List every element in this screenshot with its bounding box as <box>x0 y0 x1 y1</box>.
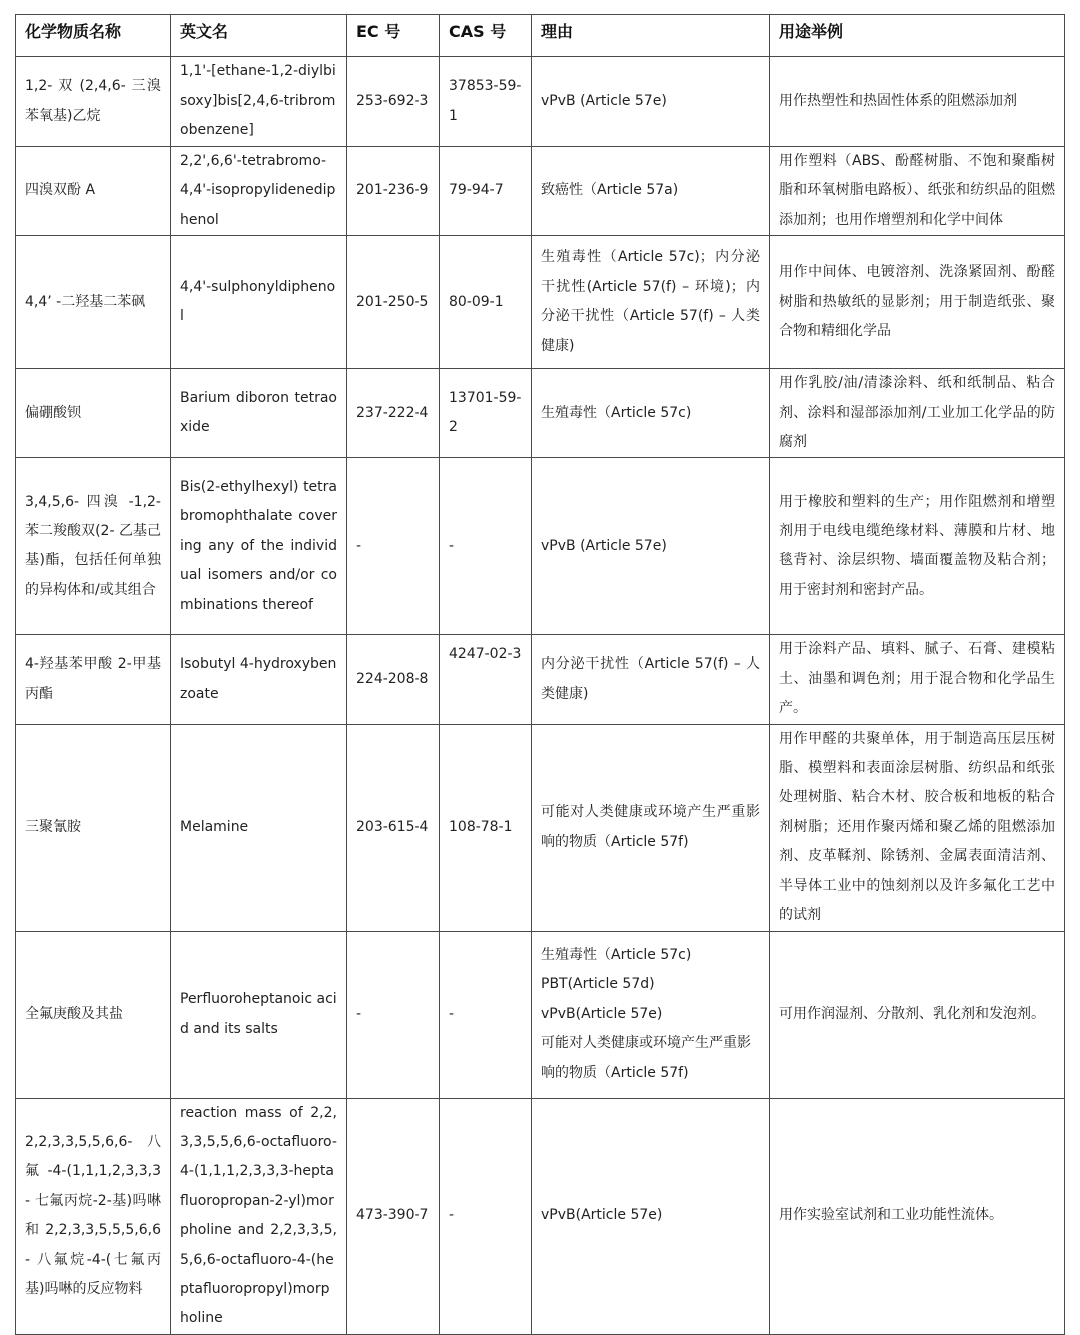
cell-cas: 108-78-1 <box>440 724 532 931</box>
table-row <box>16 931 1065 1098</box>
cell-reason <box>532 931 770 1098</box>
header-reason: 理由 <box>532 15 770 57</box>
cell-reason <box>532 1098 770 1334</box>
cell-use: 用作热塑性和热固性体系的阻燃添加剂 <box>770 57 1065 147</box>
table-row <box>16 635 1065 724</box>
reason-line: 生殖毒性（Article 57c) <box>541 946 692 963</box>
header-cas-number: CAS 号 <box>440 15 532 57</box>
cell-name-en: 1,1'-[ethane-1,2-diylbisoxy]bis[2,4,6-tribromobenzene] <box>171 57 347 147</box>
header-english-name: 英文名 <box>171 15 347 57</box>
cell-name-cn: 偏硼酸钡 <box>16 369 171 458</box>
reason-line: 可能对人类健康或环境产生严重影响的物质（Article 57f) <box>541 804 760 850</box>
cell-name-cn: 4,4’ -二羟基二苯砜 <box>16 236 171 369</box>
table-row <box>16 236 1065 369</box>
cell-ec: 201-250-5 <box>347 236 440 369</box>
table-row <box>16 458 1065 635</box>
cell-ec: 473-390-7 <box>347 1098 440 1334</box>
cell-use: 用于涂料产品、填料、腻子、石膏、建模粘土、油墨和调色剂；用于混合物和化学品生产。 <box>770 635 1065 724</box>
reason-line: 可能对人类健康或环境产生严重影响的物质（Article 57f) <box>541 1035 751 1081</box>
cell-name-en: Melamine <box>171 724 347 931</box>
table-header-row <box>16 15 1065 57</box>
cell-cas: 37853-59-1 <box>440 57 532 147</box>
cell-ec: 237-222-4 <box>347 369 440 458</box>
cell-reason <box>532 57 770 147</box>
cell-name-en: reaction mass of 2,2,3,3,5,5,6,6-octafluoro-4-(1,1,1,2,3,3,3-heptafluoropropan-2-yl)morpholine and 2,2,3,3,5,5,6,6-octafluoro-4-(heptafluoropropyl)morpholine <box>171 1098 347 1334</box>
header-use-examples: 用途举例 <box>770 15 1065 57</box>
reason-line: 生殖毒性（Article 57c) <box>541 404 692 421</box>
cell-ec: - <box>347 458 440 635</box>
cell-name-en: 2,2',6,6'-tetrabromo-4,4'-isopropylidenediphenol <box>171 147 347 236</box>
cell-ec: 253-692-3 <box>347 57 440 147</box>
cell-cas: - <box>440 458 532 635</box>
cell-name-cn: 1,2- 双 (2,4,6- 三溴苯氧基)乙烷 <box>16 57 171 147</box>
cell-use: 用作乳胶/油/清漆涂料、纸和纸制品、粘合剂、涂料和湿部添加剂/工业加工化学品的防腐剂 <box>770 369 1065 458</box>
cell-name-cn: 全氟庚酸及其盐 <box>16 931 171 1098</box>
cell-use: 可用作润湿剂、分散剂、乳化剂和发泡剂。 <box>770 931 1065 1098</box>
reason-line: 生殖毒性（Article 57c)；内分泌干扰性(Article 57(f) – 环境)；内分泌干扰性（Article 57(f) – 人类健康) <box>541 249 760 354</box>
cell-name-cn: 4-羟基苯甲酸 2-甲基丙酯 <box>16 635 171 724</box>
reason-line: vPvB (Article 57e) <box>541 537 667 554</box>
cell-name-cn: 2,2,3,3,5,5,6,6- 八氟 -4-(1,1,1,2,3,3,3- 七氟丙烷-2-基)吗啉和 2,2,3,3,5,5,5,6,6- 八氟烷-4-(七氟丙基)吗啉的反应物料 <box>16 1098 171 1334</box>
cell-use: 用于橡胶和塑料的生产；用作阻燃剂和增塑剂用于电线电缆绝缘材料、薄膜和片材、地毯背衬、涂层织物、墙面覆盖物及粘合剂；用于密封剂和密封产品。 <box>770 458 1065 635</box>
cell-ec: 201-236-9 <box>347 147 440 236</box>
cell-use: 用作塑料（ABS、酚醛树脂、不饱和聚酯树脂和环氧树脂电路板）、纸张和纺织品的阻燃添加剂；也用作增塑剂和化学中间体 <box>770 147 1065 236</box>
cell-reason <box>532 635 770 724</box>
cell-use: 用作甲醛的共聚单体，用于制造高压层压树脂、模塑料和表面涂层树脂、纺织品和纸张处理树脂、粘合木材、胶合板和地板的粘合剂树脂；还用作聚丙烯和聚乙烯的阻燃添加剂、皮革鞣剂、除锈剂、金属表面清洁剂、半导体工业中的蚀刻剂以及许多氟化工艺中的试剂 <box>770 724 1065 931</box>
cell-cas: - <box>440 931 532 1098</box>
cell-cas: - <box>440 1098 532 1334</box>
document-page <box>15 14 1064 1335</box>
reason-line: vPvB (Article 57e) <box>541 92 667 109</box>
cell-reason <box>532 236 770 369</box>
cell-cas: 80-09-1 <box>440 236 532 369</box>
cell-ec: 203-615-4 <box>347 724 440 931</box>
header-chemical-name-cn: 化学物质名称 <box>16 15 171 57</box>
reason-line: vPvB(Article 57e) <box>541 1005 663 1022</box>
cell-use: 用作中间体、电镀溶剂、洗涤紧固剂、酚醛树脂和热敏纸的显影剂；用于制造纸张、聚合物和精细化学品 <box>770 236 1065 369</box>
cell-ec: 224-208-8 <box>347 635 440 724</box>
reason-line: vPvB(Article 57e) <box>541 1207 663 1224</box>
table-row <box>16 369 1065 458</box>
cell-cas: 13701-59-2 <box>440 369 532 458</box>
cell-reason <box>532 724 770 931</box>
cell-cas: 79-94-7 <box>440 147 532 236</box>
cell-name-en: Isobutyl 4-hydroxybenzoate <box>171 635 347 724</box>
cell-name-en: 4,4'-sulphonyldiphenol <box>171 236 347 369</box>
table-row <box>16 724 1065 931</box>
header-ec-number: EC 号 <box>347 15 440 57</box>
cell-name-en: Barium diboron tetraoxide <box>171 369 347 458</box>
cell-name-cn: 四溴双酚 A <box>16 147 171 236</box>
cell-name-en: Bis(2-ethylhexyl) tetrabromophthalate covering any of the individual isomers and/or combinations thereof <box>171 458 347 635</box>
table-row <box>16 57 1065 147</box>
cell-reason <box>532 369 770 458</box>
cell-name-en: Perfluoroheptanoic acid and its salts <box>171 931 347 1098</box>
reason-line: 致癌性（Article 57a) <box>541 182 679 199</box>
cell-name-cn: 三聚氰胺 <box>16 724 171 931</box>
reason-line: PBT(Article 57d) <box>541 976 655 993</box>
svhc-substance-table <box>15 14 1065 1335</box>
reason-line: 内分泌干扰性（Article 57(f) – 人类健康) <box>541 656 760 702</box>
table-row <box>16 1098 1065 1334</box>
cell-name-cn: 3,4,5,6- 四溴 -1,2- 苯二羧酸双(2- 乙基己基)酯，包括任何单独的异构体和/或其组合 <box>16 458 171 635</box>
cell-cas: 4247-02-3 <box>440 635 532 724</box>
cell-use: 用作实验室试剂和工业功能性流体。 <box>770 1098 1065 1334</box>
table-row <box>16 147 1065 236</box>
cell-reason <box>532 147 770 236</box>
cell-ec: - <box>347 931 440 1098</box>
cell-reason <box>532 458 770 635</box>
